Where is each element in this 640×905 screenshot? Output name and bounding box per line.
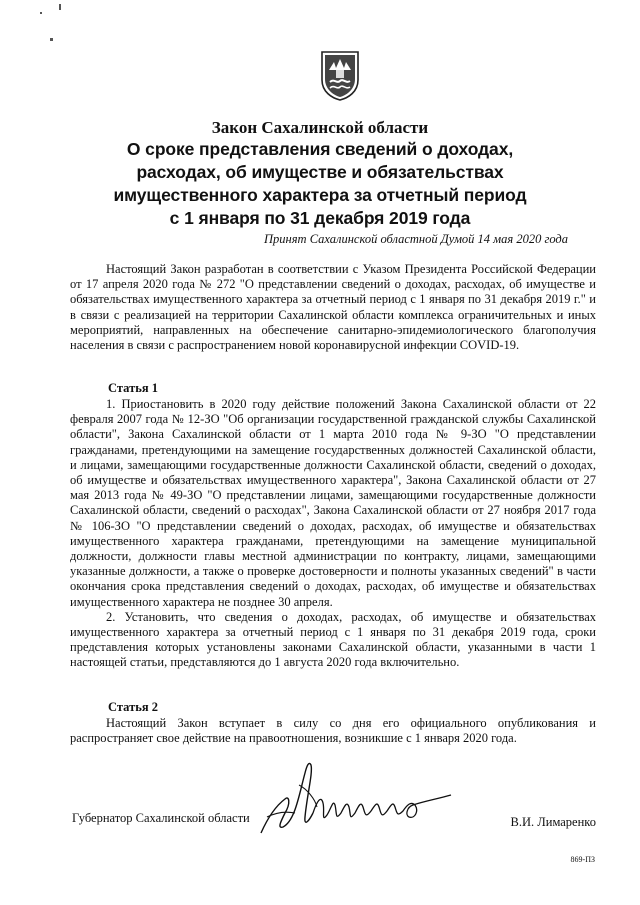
title-line: расходах, об имуществе и обязательствах	[136, 162, 504, 182]
adoption-note: Принят Сахалинской областной Думой 14 мая 2020 года	[264, 232, 568, 246]
article-2-heading: Статья 2	[108, 700, 158, 714]
article-2-body: Настоящий Закон вступает в силу со дня его официального опубликования и распространяет свое действие на правоотношения, возникшие с 1 января 2020 года.	[70, 716, 596, 746]
scan-speck	[50, 38, 53, 41]
article-1-body	[70, 397, 596, 671]
registration-number: 869-ПЗ	[570, 855, 595, 864]
scan-speck	[40, 12, 42, 14]
scan-speck	[59, 4, 61, 10]
law-title	[70, 118, 570, 230]
sakhalin-coat-of-arms-icon	[320, 50, 360, 102]
handwritten-signature	[255, 755, 470, 845]
title-line: с 1 января по 31 декабря 2019 года	[169, 208, 471, 228]
governor-title: Губернатор Сахалинской области	[72, 811, 250, 825]
article-1-part-1: 1. Приостановить в 2020 году действие положений Закона Сахалинской области от 22 февраля 2007 года № 12-ЗО "Об организации государственной гражданской службы Сахалинской области", Закона Сахалинской области от 1 марта 2010 года № 9-ЗО "О представлении гражданами, претендующими на замещение государственных должностей Сахалинской области, и лицами, замещающими государственные должности Сахалинской области, сведений о доходах, об имуществе и обязательствах имущественного характера", Закона Сахалинской области от 27 мая 2013 года № 49-ЗО "О представлении лицами, замещающими государственные должности Сахалинской области, сведений о расходах", Закона Сахалинской области от 27 ноября 2017 года № 106-ЗО "О представлении сведений о доходах, расходах, об имуществе и обязательствах имущественного характера гражданами, претендующими на замещение муниципальной должности, должности главы местной администрации по контракту, лицами, замещающими указанные должности, а также о проверке достоверности и полноты указанных сведений" в части окончания срока представления сведений о доходах, расходах, об имуществе и обязательствах имущественного характера не позднее 30 апреля.	[70, 397, 596, 609]
title-line: имущественного характера за отчетный период	[113, 185, 527, 205]
governor-name: В.И. Лимаренко	[510, 815, 596, 829]
article-1-part-2: 2. Установить, что сведения о доходах, расходах, об имуществе и обязательствах имущественного характера за отчетный период с 1 января по 31 декабря 2019 года, сроки представления которых установлены законами Сахалинской области, указанными в части 1 настоящей статьи, представляются до 1 августа 2020 года включительно.	[70, 609, 596, 670]
preamble-paragraph: Настоящий Закон разработан в соответствии с Указом Президента Российской Федерации от 17 апреля 2020 года № 272 "О представлении сведений о доходах, расходах, об имуществе и обязательствах имущественного характера за отчетный период с 1 января по 31 декабря 2019 г." и в связи с реализацией на территории Сахалинской области комплекса ограничительных и иных мероприятий, направленных на обеспечение санитарно-эпидемиологического благополучия населения в связи с распространением новой коронавирусной инфекции COVID-19.	[70, 262, 596, 353]
title-line: Закон Сахалинской области	[211, 118, 429, 137]
title-line: О сроке представления сведений о доходах,	[126, 139, 514, 159]
article-1-heading: Статья 1	[108, 381, 158, 395]
